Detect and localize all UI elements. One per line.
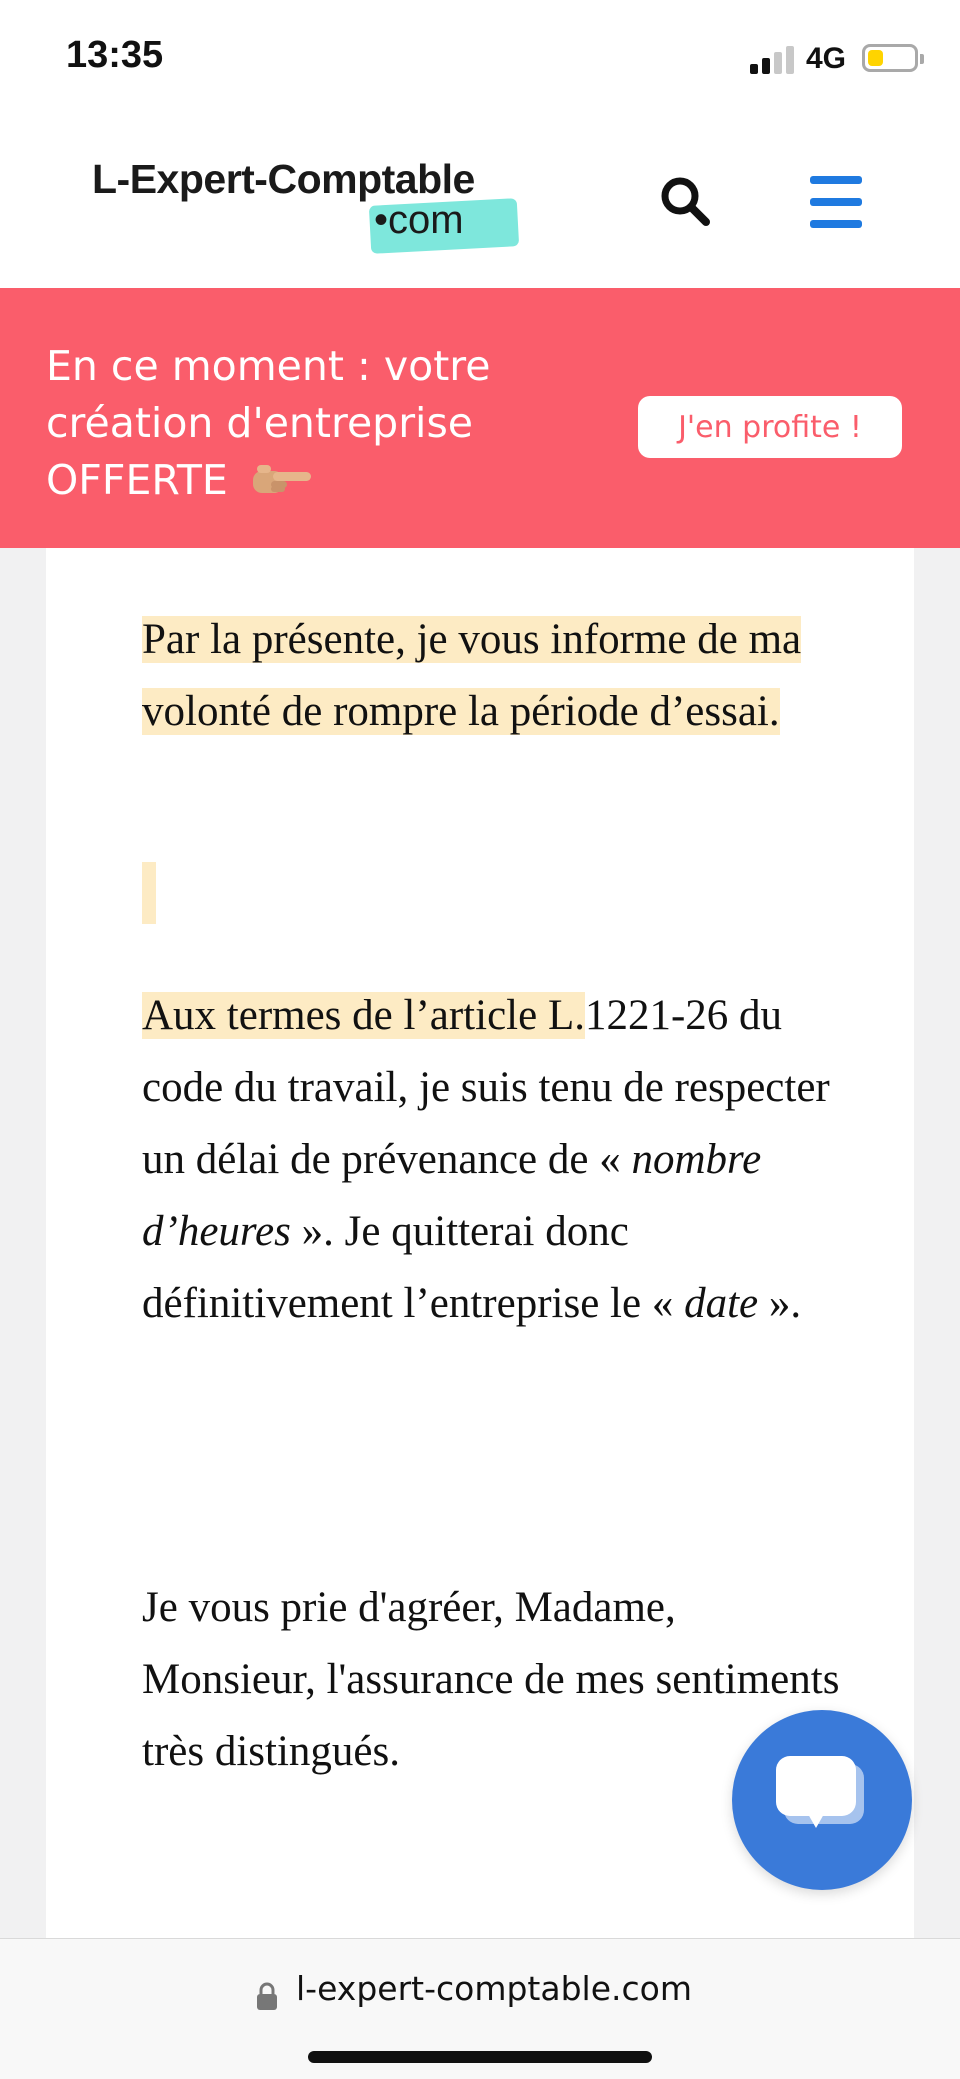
chat-bubble-icon[interactable] [732,1710,912,1890]
promo-line-2: création d'entreprise [46,399,474,447]
status-bar [0,0,960,120]
pointing-hand-icon [251,455,313,512]
promo-cta-button[interactable]: J'en profite ! [638,396,902,458]
highlight-marker [142,862,156,924]
paragraph-intro [142,604,862,748]
paragraph-closing: Je vous prie d'agréer, Madame, Monsieur, l'assurance de mes sentiments très distingués. [142,1584,840,1775]
placeholder-hours: nombre d’heures [142,1136,762,1255]
battery-fill [868,50,883,66]
status-time: 13:35 [66,34,164,76]
browser-url-bar[interactable] [0,1938,960,2079]
logo-sub-text: •com [374,198,464,242]
lock-icon [256,1981,278,2011]
home-indicator[interactable] [308,2051,652,2063]
promo-line-1: En ce moment : votre [46,342,491,390]
paragraph-notice: Aux termes de l’article L.1221-26 du code du travail, je suis tenu de respecter un délai de prévenance de « nombre d’heures ». Je quitterai donc définitivement l’entreprise le « date ». [142,992,830,1327]
placeholder-date: date [684,1280,759,1327]
logo-main-text: L-Expert-Comptable [92,156,475,202]
promo-banner [0,288,960,548]
highlighted-text: Par la présente, je vous informe de ma volonté de rompre la période d’essai. [142,616,802,735]
signal-icon [750,44,798,74]
hamburger-menu-icon[interactable] [808,172,864,232]
network-type: 4G [806,42,847,75]
battery-icon [862,44,918,72]
highlighted-text: Aux termes de l’article L. [142,992,585,1039]
site-logo[interactable] [92,156,532,256]
site-header [0,120,960,288]
url-text[interactable]: l-expert-comptable.com [296,1969,692,2008]
promo-text [46,338,606,512]
promo-line-3: OFFERTE [46,452,606,512]
search-icon[interactable] [656,172,716,232]
